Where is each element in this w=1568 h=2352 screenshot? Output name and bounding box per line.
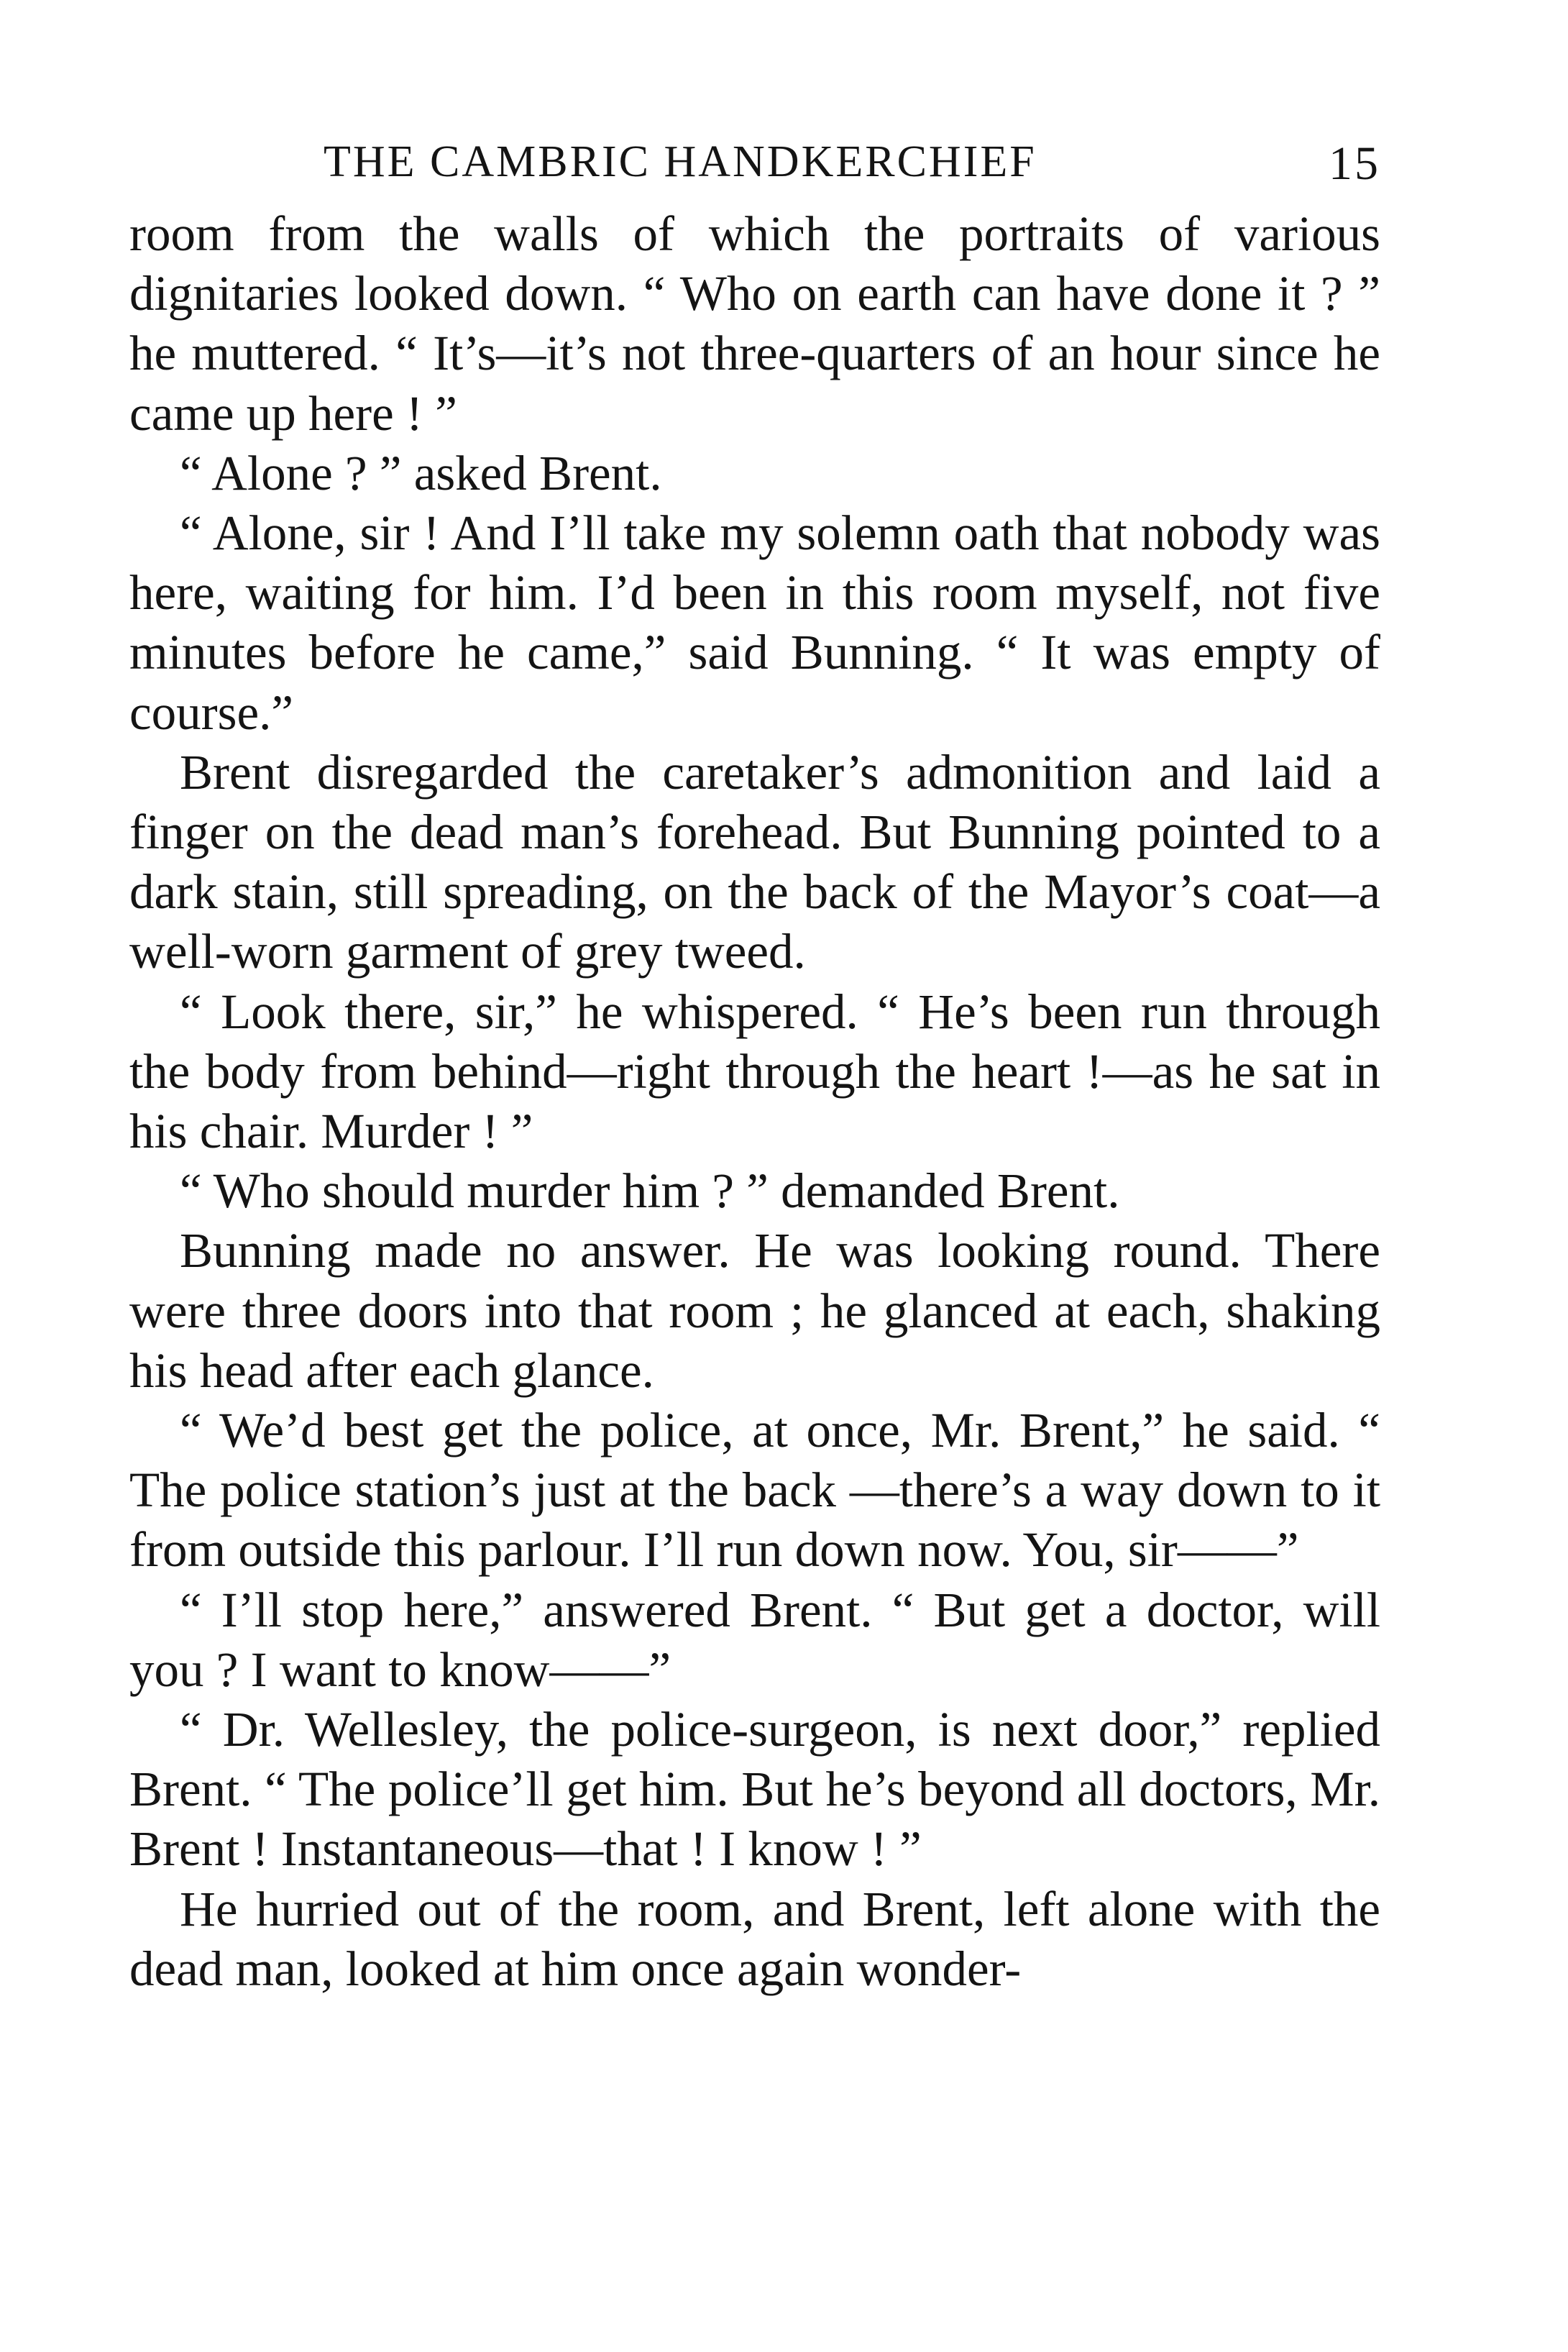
paragraph: “ Dr. Wellesley, the police-surgeon, is next door,” replied Brent. “ The police’ll get him. But he’s beyond all doctors, Mr. Brent ! Instantaneous—that ! I know ! ” (129, 1702, 1380, 1877)
paragraph: “ Alone ? ” asked Brent. (180, 445, 662, 500)
paragraph: “ Alone, sir ! And I’ll take my solemn oath that nobody was here, waiting for him. I’d been in this room myself, not five minutes before he came,” said Bunning. “ It was empty of course.” (129, 505, 1380, 740)
paragraph: “ Who should murder him ? ” demanded Brent. (180, 1163, 1120, 1219)
paragraph: He hurried out of the room, and Brent, left alone with the dead man, looked at him once again wonder- (129, 1881, 1380, 1996)
paragraph: “ Look there, sir,” he whispered. “ He’s been run through the body from behind—right through the heart !—as he sat in his chair. Murder ! ” (129, 984, 1380, 1159)
paragraph: “ We’d best get the police, at once, Mr. Brent,” he said. “ The police station’s just at the back —there’s a way down to it from outside this parlour. I’ll run down now. You, sir——” (129, 1403, 1380, 1578)
paragraph: “ I’ll stop here,” answered Brent. “ But get a doctor, will you ? I want to know——” (129, 1582, 1380, 1697)
book-page (129, 108, 1380, 1999)
body-text (129, 204, 1380, 1999)
paragraph: Brent disregarded the caretaker’s admonition and laid a finger on the dead man’s forehead. But Bunning pointed to a dark stain, still spreading, on the back of the Mayor’s coat—a well-worn garment of grey tweed. (129, 744, 1380, 979)
page-number: 15 (1329, 137, 1380, 190)
paragraph: Bunning made no answer. He was looking round. There were three doors into that room ; he glanced at each, shaking his head after each glance. (129, 1223, 1380, 1398)
running-title: THE CAMBRIC HANDKERCHIEF (324, 137, 1037, 186)
paragraph: room from the walls of which the portraits of various dignitaries looked down. “ Who on earth can have done it ? ” he muttered. “ It’s—it’s not three-quarters of an hour since he came up here ! ” (129, 206, 1380, 441)
running-header (129, 108, 1380, 190)
